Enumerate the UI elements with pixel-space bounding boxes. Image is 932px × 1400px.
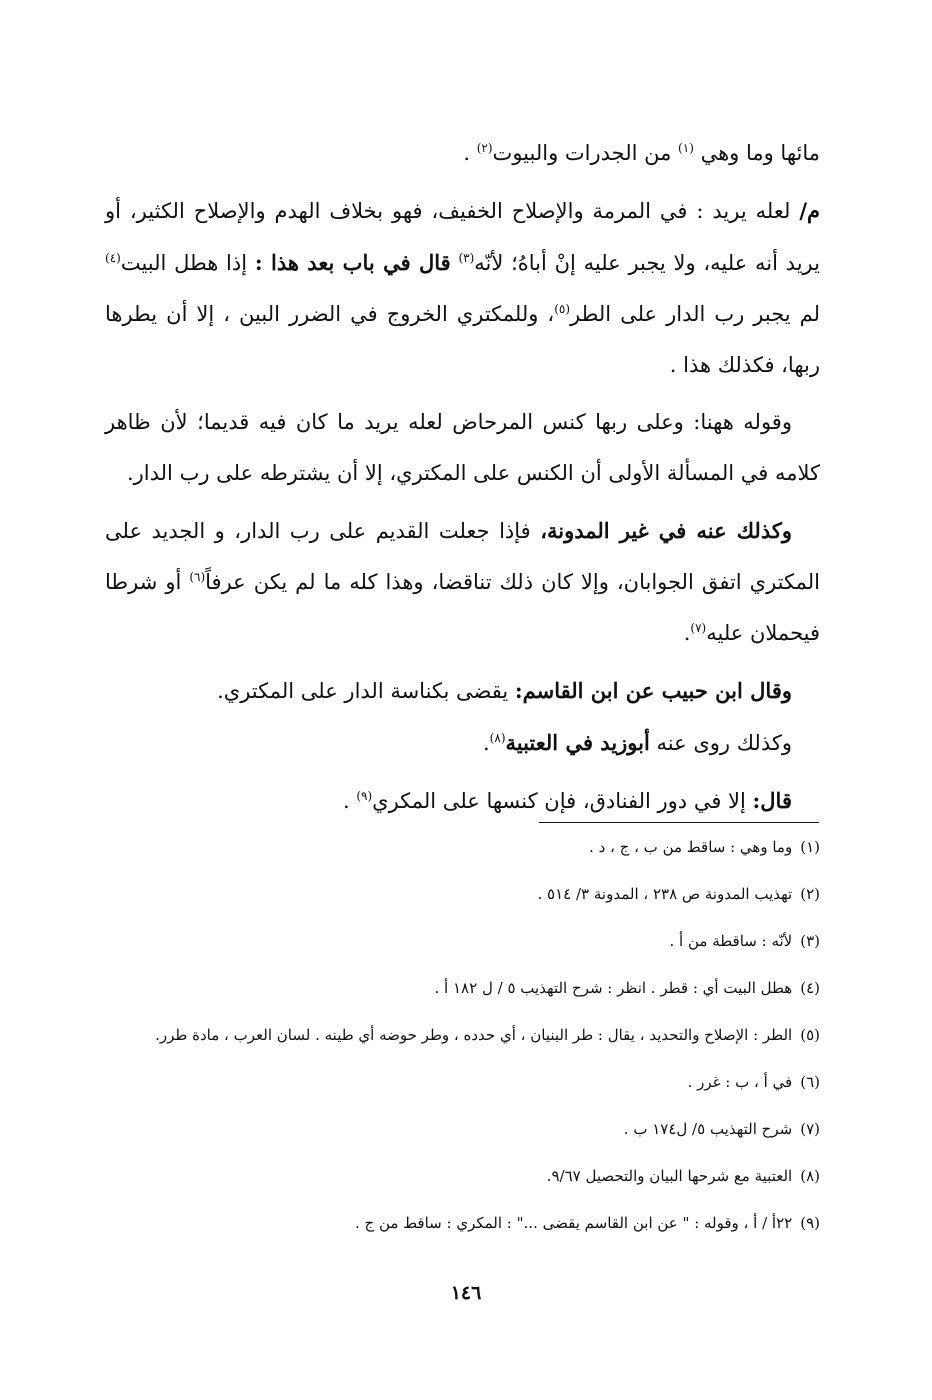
footnote (110, 836, 820, 883)
footnote-number: (٩) (800, 1214, 820, 1232)
footnote-number: (١) (800, 838, 820, 856)
footnote-text: العتبية مع شرحها البيان والتحصيل ٩/٦٧. (546, 1167, 793, 1185)
footnote-ref-1: (١) (678, 141, 694, 155)
footnote-ref-8: (٨) (489, 731, 506, 745)
footnote-separator (539, 822, 819, 823)
footnote-text: لأنّه : ساقطة من أ . (669, 932, 793, 950)
text: لعله يريد : في المرمة والإصلاح الخفيف، فهو بخلاف الهدم والإصلاح الكثير، أو يريد أنه عليه، ولا يجبر عليه إنْ أباهُ؛ لأنّه (105, 199, 820, 275)
footnote-number: (٢) (800, 885, 820, 903)
paragraph-4 (105, 505, 820, 659)
footnote-number: (٥) (800, 1026, 820, 1044)
text: فإذا جعلت القديم على رب الدار، و الجديد على المكتري اتفق الجوابان، وإلا كان ذلك تناقضا، وهذا كله ما لم يكن عرفاً (105, 519, 820, 594)
footnote-ref-2: (٢) (476, 141, 493, 155)
footnote-text: تهذيب المدونة ص ٢٣٨ ، المدونة ٣/ ٥١٤ . (537, 885, 793, 903)
footnote-text: ٢٢أ / أ ، وقوله : " عن ابن القاسم يقضى ..." : المكري : ساقط من ج . (354, 1214, 793, 1232)
footnote-number: (٨) (800, 1167, 820, 1185)
paragraph-5 (105, 665, 820, 717)
text: إذا هطل البيت (120, 251, 248, 275)
text: وكذلك روى عنه (656, 731, 792, 755)
footnote-number: (٤) (800, 979, 820, 997)
footnote-ref-3: (٣) (458, 251, 475, 265)
footnote-ref-6: (٦) (189, 570, 206, 584)
text: إلا في دور الفنادق، فإن كنسها على المكري (372, 789, 746, 813)
footnote-text: الطر : الإصلاح والتحديد ، يقال : طر البنيان ، أي حدده ، وطر حوضه أي طينه . لسان العرب ، مادة طرر. (155, 1026, 793, 1044)
text: وقوله ههنا: وعلى ربها كنس المرحاض لعله يريد ما كان فيه قديما؛ لأن ظاهر كلامه في المسألة الأولى أن الكنس على المكتري، إلا أن يشترطه على رب الدار. (105, 410, 820, 485)
bold-text: وقال ابن حبيب عن ابن القاسم: (514, 678, 792, 703)
text: ، وللمكتري الخروج في الضرر البين ، إلا أن يطرها ربها، فكذلك هذا . (105, 302, 820, 377)
bold-text: قال: (752, 788, 792, 813)
paragraph-6 (105, 717, 820, 769)
paragraph-1 (105, 128, 820, 179)
footnote (110, 977, 820, 1024)
footnote (110, 1212, 820, 1259)
text: . (342, 789, 350, 813)
text: . (482, 731, 490, 755)
footnote (110, 930, 820, 977)
paragraph-2 (105, 185, 820, 391)
footnotes (110, 836, 820, 1259)
footnote (110, 883, 820, 930)
text: يقضى بكناسة الدار على المكتري. (217, 679, 509, 703)
page-number: ١٤٦ (450, 1282, 482, 1304)
footnote (110, 1071, 820, 1118)
section-label: م/ (799, 198, 820, 223)
text: من الجدرات والبيوت (492, 141, 672, 165)
paragraph-3 (105, 397, 820, 499)
footnote-number: (٣) (800, 932, 820, 950)
footnote-text: وما وهي : ساقط من ب ، ج ، د . (589, 838, 793, 856)
footnote-ref-4: (٤) (105, 251, 121, 265)
text: . (463, 141, 471, 165)
footnote-number: (٧) (800, 1120, 820, 1138)
footnote-ref-5: (٥) (554, 302, 571, 316)
footnote-text: في أ ، ب : غرر . (687, 1073, 793, 1091)
paragraph-7 (105, 775, 820, 827)
text: أو شرطا فيحملان عليه (105, 570, 820, 645)
footnote (110, 1118, 820, 1165)
footnote-text: شرح التهذيب ٥/ ل١٧٤ ب . (623, 1120, 793, 1138)
bold-text: أبوزيد في العتبية (505, 730, 650, 755)
footnote-number: (٦) (800, 1073, 820, 1091)
footnote (110, 1024, 820, 1071)
text: لم يجبر رب الدار على الطر (570, 302, 820, 326)
text: . (683, 621, 691, 645)
bold-text: قال في باب بعد هذا : (254, 250, 451, 275)
bold-text: وكذلك عنه في غير المدونة، (540, 518, 792, 543)
footnote (110, 1165, 820, 1212)
footnote-ref-7: (٧) (690, 621, 707, 635)
main-text (105, 128, 820, 833)
footnote-text: هطل البيت أي : قطر . انظر : شرح التهذيب ٥ / ل ١٨٢ أ . (434, 979, 793, 997)
text: مائها وما وهي (700, 141, 820, 165)
footnote-ref-9: (٩) (356, 789, 373, 803)
